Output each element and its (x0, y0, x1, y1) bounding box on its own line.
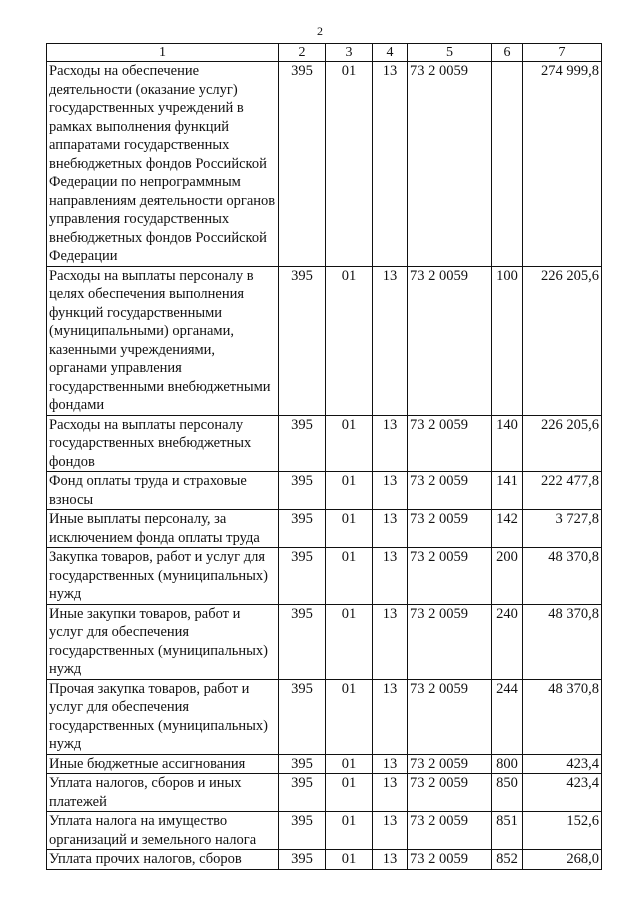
ministry-code-cell: 395 (279, 472, 326, 510)
subsection-code-cell: 13 (373, 510, 408, 548)
section-code-cell: 01 (326, 774, 373, 812)
expense-type-cell: 100 (492, 266, 523, 415)
ministry-code-cell: 395 (279, 679, 326, 754)
budget-table (46, 43, 602, 870)
subsection-code-cell: 13 (373, 62, 408, 267)
target-article-cell: 73 2 0059 (408, 679, 492, 754)
section-code-cell: 01 (326, 472, 373, 510)
column-header: 3 (326, 44, 373, 62)
column-header: 1 (47, 44, 279, 62)
expense-type-cell: 240 (492, 604, 523, 679)
table-row (47, 604, 602, 679)
amount-cell: 423,4 (523, 774, 602, 812)
expense-type-cell: 141 (492, 472, 523, 510)
target-article-cell: 73 2 0059 (408, 62, 492, 267)
expense-name-cell: Закупка товаров, работ и услуг для государственных (муниципальных) нужд (47, 548, 279, 605)
ministry-code-cell: 395 (279, 266, 326, 415)
ministry-code-cell: 395 (279, 850, 326, 870)
table-row (47, 415, 602, 472)
expense-type-cell: 852 (492, 850, 523, 870)
expense-name-cell: Фонд оплаты труда и страховые взносы (47, 472, 279, 510)
subsection-code-cell: 13 (373, 812, 408, 850)
subsection-code-cell: 13 (373, 754, 408, 774)
expense-name-cell: Расходы на выплаты персоналу в целях обеспечения выполнения функций государственными (муниципальными) органами, казенными учреждениями, органами управления государственными внебюджетными фондами (47, 266, 279, 415)
target-article-cell: 73 2 0059 (408, 415, 492, 472)
amount-cell: 423,4 (523, 754, 602, 774)
target-article-cell: 73 2 0059 (408, 774, 492, 812)
amount-cell: 48 370,8 (523, 604, 602, 679)
target-article-cell: 73 2 0059 (408, 812, 492, 850)
amount-cell: 226 205,6 (523, 266, 602, 415)
column-header: 5 (408, 44, 492, 62)
column-header: 2 (279, 44, 326, 62)
amount-cell: 268,0 (523, 850, 602, 870)
column-header: 7 (523, 44, 602, 62)
expense-type-cell: 244 (492, 679, 523, 754)
subsection-code-cell: 13 (373, 774, 408, 812)
expense-name-cell: Расходы на выплаты персоналу государственных внебюджетных фондов (47, 415, 279, 472)
expense-type-cell (492, 62, 523, 267)
ministry-code-cell: 395 (279, 62, 326, 267)
expense-name-cell: Уплата налогов, сборов и иных платежей (47, 774, 279, 812)
target-article-cell: 73 2 0059 (408, 548, 492, 605)
subsection-code-cell: 13 (373, 604, 408, 679)
target-article-cell: 73 2 0059 (408, 266, 492, 415)
subsection-code-cell: 13 (373, 850, 408, 870)
amount-cell: 222 477,8 (523, 472, 602, 510)
table-row (47, 850, 602, 870)
ministry-code-cell: 395 (279, 604, 326, 679)
ministry-code-cell: 395 (279, 548, 326, 605)
section-code-cell: 01 (326, 266, 373, 415)
section-code-cell: 01 (326, 679, 373, 754)
column-header: 4 (373, 44, 408, 62)
target-article-cell: 73 2 0059 (408, 510, 492, 548)
expense-name-cell: Расходы на обеспечение деятельности (оказание услуг) государственных учреждений в рамках выполнения функций аппаратами государственных внебюджетных фондов Российской Федерации по непрограммным направлениям деятельности органов управления государственных внебюджетных фондов Российской Федерации (47, 62, 279, 267)
ministry-code-cell: 395 (279, 754, 326, 774)
target-article-cell: 73 2 0059 (408, 754, 492, 774)
table-row (47, 266, 602, 415)
ministry-code-cell: 395 (279, 415, 326, 472)
expense-type-cell: 800 (492, 754, 523, 774)
ministry-code-cell: 395 (279, 812, 326, 850)
expense-name-cell: Уплата прочих налогов, сборов (47, 850, 279, 870)
table-row (47, 472, 602, 510)
subsection-code-cell: 13 (373, 266, 408, 415)
section-code-cell: 01 (326, 812, 373, 850)
expense-name-cell: Иные закупки товаров, работ и услуг для обеспечения государственных (муниципальных) нужд (47, 604, 279, 679)
amount-cell: 48 370,8 (523, 679, 602, 754)
section-code-cell: 01 (326, 754, 373, 774)
amount-cell: 274 999,8 (523, 62, 602, 267)
section-code-cell: 01 (326, 548, 373, 605)
table-row (47, 62, 602, 267)
table-row (47, 510, 602, 548)
section-code-cell: 01 (326, 415, 373, 472)
header-row (47, 44, 602, 62)
amount-cell: 3 727,8 (523, 510, 602, 548)
section-code-cell: 01 (326, 510, 373, 548)
section-code-cell: 01 (326, 850, 373, 870)
subsection-code-cell: 13 (373, 679, 408, 754)
expense-name-cell: Прочая закупка товаров, работ и услуг для обеспечения государственных (муниципальных) нужд (47, 679, 279, 754)
subsection-code-cell: 13 (373, 472, 408, 510)
subsection-code-cell: 13 (373, 548, 408, 605)
expense-name-cell: Уплата налога на имущество организаций и земельного налога (47, 812, 279, 850)
page-number: 2 (317, 24, 323, 38)
amount-cell: 48 370,8 (523, 548, 602, 605)
expense-type-cell: 200 (492, 548, 523, 605)
expense-type-cell: 142 (492, 510, 523, 548)
subsection-code-cell: 13 (373, 415, 408, 472)
table-row (47, 812, 602, 850)
table-row (47, 548, 602, 605)
table-row (47, 679, 602, 754)
table-row (47, 774, 602, 812)
expense-type-cell: 851 (492, 812, 523, 850)
column-header: 6 (492, 44, 523, 62)
expense-name-cell: Иные выплаты персоналу, за исключением фонда оплаты труда (47, 510, 279, 548)
target-article-cell: 73 2 0059 (408, 472, 492, 510)
section-code-cell: 01 (326, 604, 373, 679)
ministry-code-cell: 395 (279, 774, 326, 812)
target-article-cell: 73 2 0059 (408, 850, 492, 870)
section-code-cell: 01 (326, 62, 373, 267)
amount-cell: 226 205,6 (523, 415, 602, 472)
expense-type-cell: 140 (492, 415, 523, 472)
target-article-cell: 73 2 0059 (408, 604, 492, 679)
table-row (47, 754, 602, 774)
amount-cell: 152,6 (523, 812, 602, 850)
expense-name-cell: Иные бюджетные ассигнования (47, 754, 279, 774)
ministry-code-cell: 395 (279, 510, 326, 548)
expense-type-cell: 850 (492, 774, 523, 812)
